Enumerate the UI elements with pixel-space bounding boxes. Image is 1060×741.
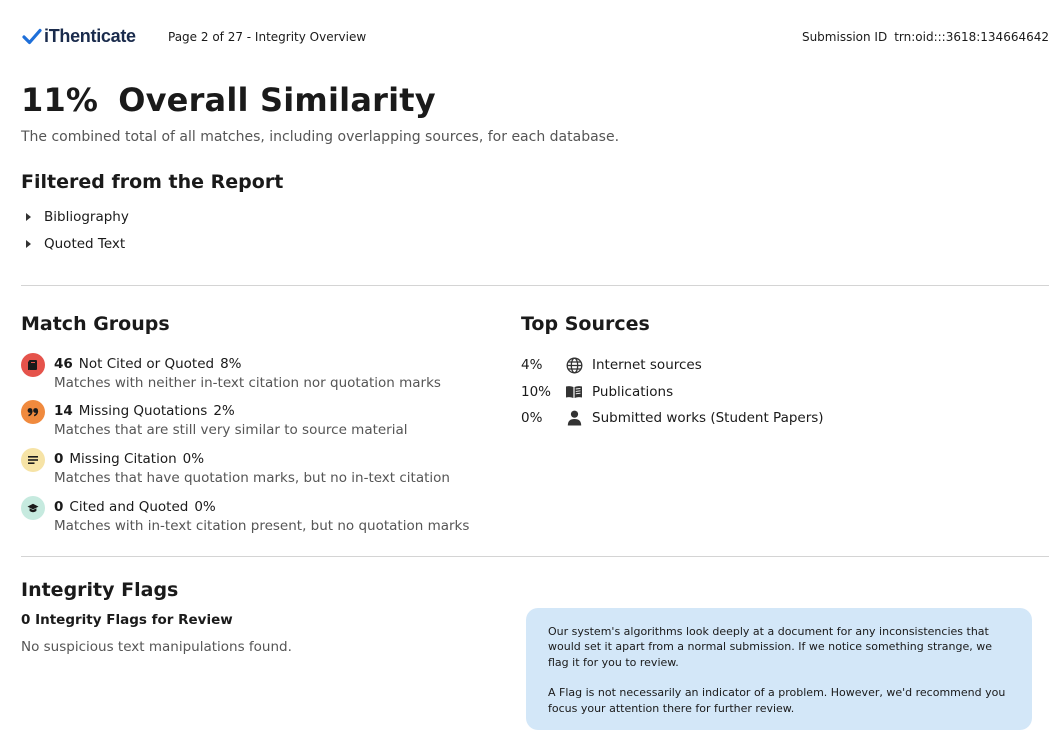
book-icon [21, 353, 45, 377]
divider [21, 556, 1049, 557]
page-title [21, 81, 436, 119]
source-label: Submitted works (Student Papers) [592, 410, 824, 426]
match-percent: 0% [182, 451, 205, 467]
match-groups-title: Match Groups [21, 313, 170, 335]
match-count: 0 [54, 499, 64, 515]
integrity-info-box [526, 608, 1032, 730]
filter-item-quoted-text[interactable] [26, 236, 125, 252]
match-description: Matches that are still very similar to source material [54, 422, 408, 438]
filtered-title: Filtered from the Report [21, 171, 284, 193]
lines-icon [21, 448, 45, 472]
source-label: Publications [592, 384, 674, 400]
overview-description: The combined total of all matches, including overlapping sources, for each database. [21, 129, 620, 145]
match-count: 0 [54, 451, 64, 467]
match-label: Not Cited or Quoted [78, 356, 215, 372]
person-icon [565, 409, 583, 427]
match-count: 46 [54, 356, 73, 372]
match-description: Matches with neither in-text citation nor quotation marks [54, 375, 441, 391]
submission-id [802, 30, 1049, 44]
submission-label: Submission ID [801, 30, 888, 44]
top-source-publications [521, 383, 673, 401]
brand-name: iThenticate [44, 26, 136, 46]
match-count: 14 [54, 403, 73, 419]
caret-right-icon [26, 213, 31, 221]
overall-title: Overall Similarity [118, 81, 436, 119]
match-label: Cited and Quoted [69, 499, 189, 515]
overall-percent: 11% [21, 81, 99, 119]
ithenticate-logo [22, 26, 136, 47]
top-source-submitted-works [521, 409, 824, 427]
open-book-icon [565, 383, 583, 401]
match-percent: 8% [220, 356, 242, 372]
globe-icon [565, 356, 583, 374]
top-source-internet [521, 356, 702, 374]
filter-item-bibliography[interactable] [26, 209, 129, 225]
match-label: Missing Citation [69, 451, 177, 467]
source-percent: 4% [521, 357, 543, 373]
filter-item-label: Bibliography [44, 209, 129, 225]
match-percent: 2% [213, 403, 235, 419]
match-label: Missing Quotations [78, 403, 208, 419]
top-sources-title: Top Sources [521, 313, 650, 335]
info-paragraph: Our system's algorithms look deeply at a document for any inconsistencies that would set it apart from a normal submission. If we notice something strange, we flag it for you to review. [548, 625, 993, 669]
source-label: Internet sources [592, 357, 702, 373]
source-percent: 10% [521, 384, 552, 400]
filter-item-label: Quoted Text [44, 236, 126, 252]
graduation-cap-icon [21, 496, 45, 520]
integrity-flags-status: No suspicious text manipulations found. [21, 639, 292, 655]
info-paragraph: A Flag is not necessarily an indicator of a problem. However, we'd recommend you focus your attention there for further review. [548, 686, 1006, 715]
submission-value: trn:oid:::3618:134664642 [894, 30, 1049, 44]
divider [21, 285, 1049, 286]
match-description: Matches that have quotation marks, but no in-text citation [54, 470, 450, 486]
source-percent: 0% [521, 410, 543, 426]
integrity-flags-count: 0 Integrity Flags for Review [21, 612, 233, 628]
page-info: Page 2 of 27 - Integrity Overview [168, 30, 367, 44]
match-description: Matches with in-text citation present, but no quotation marks [54, 518, 470, 534]
integrity-flags-title: Integrity Flags [21, 579, 179, 601]
quote-icon [21, 400, 45, 424]
caret-right-icon [26, 240, 31, 248]
match-percent: 0% [194, 499, 216, 515]
check-icon [22, 27, 42, 47]
